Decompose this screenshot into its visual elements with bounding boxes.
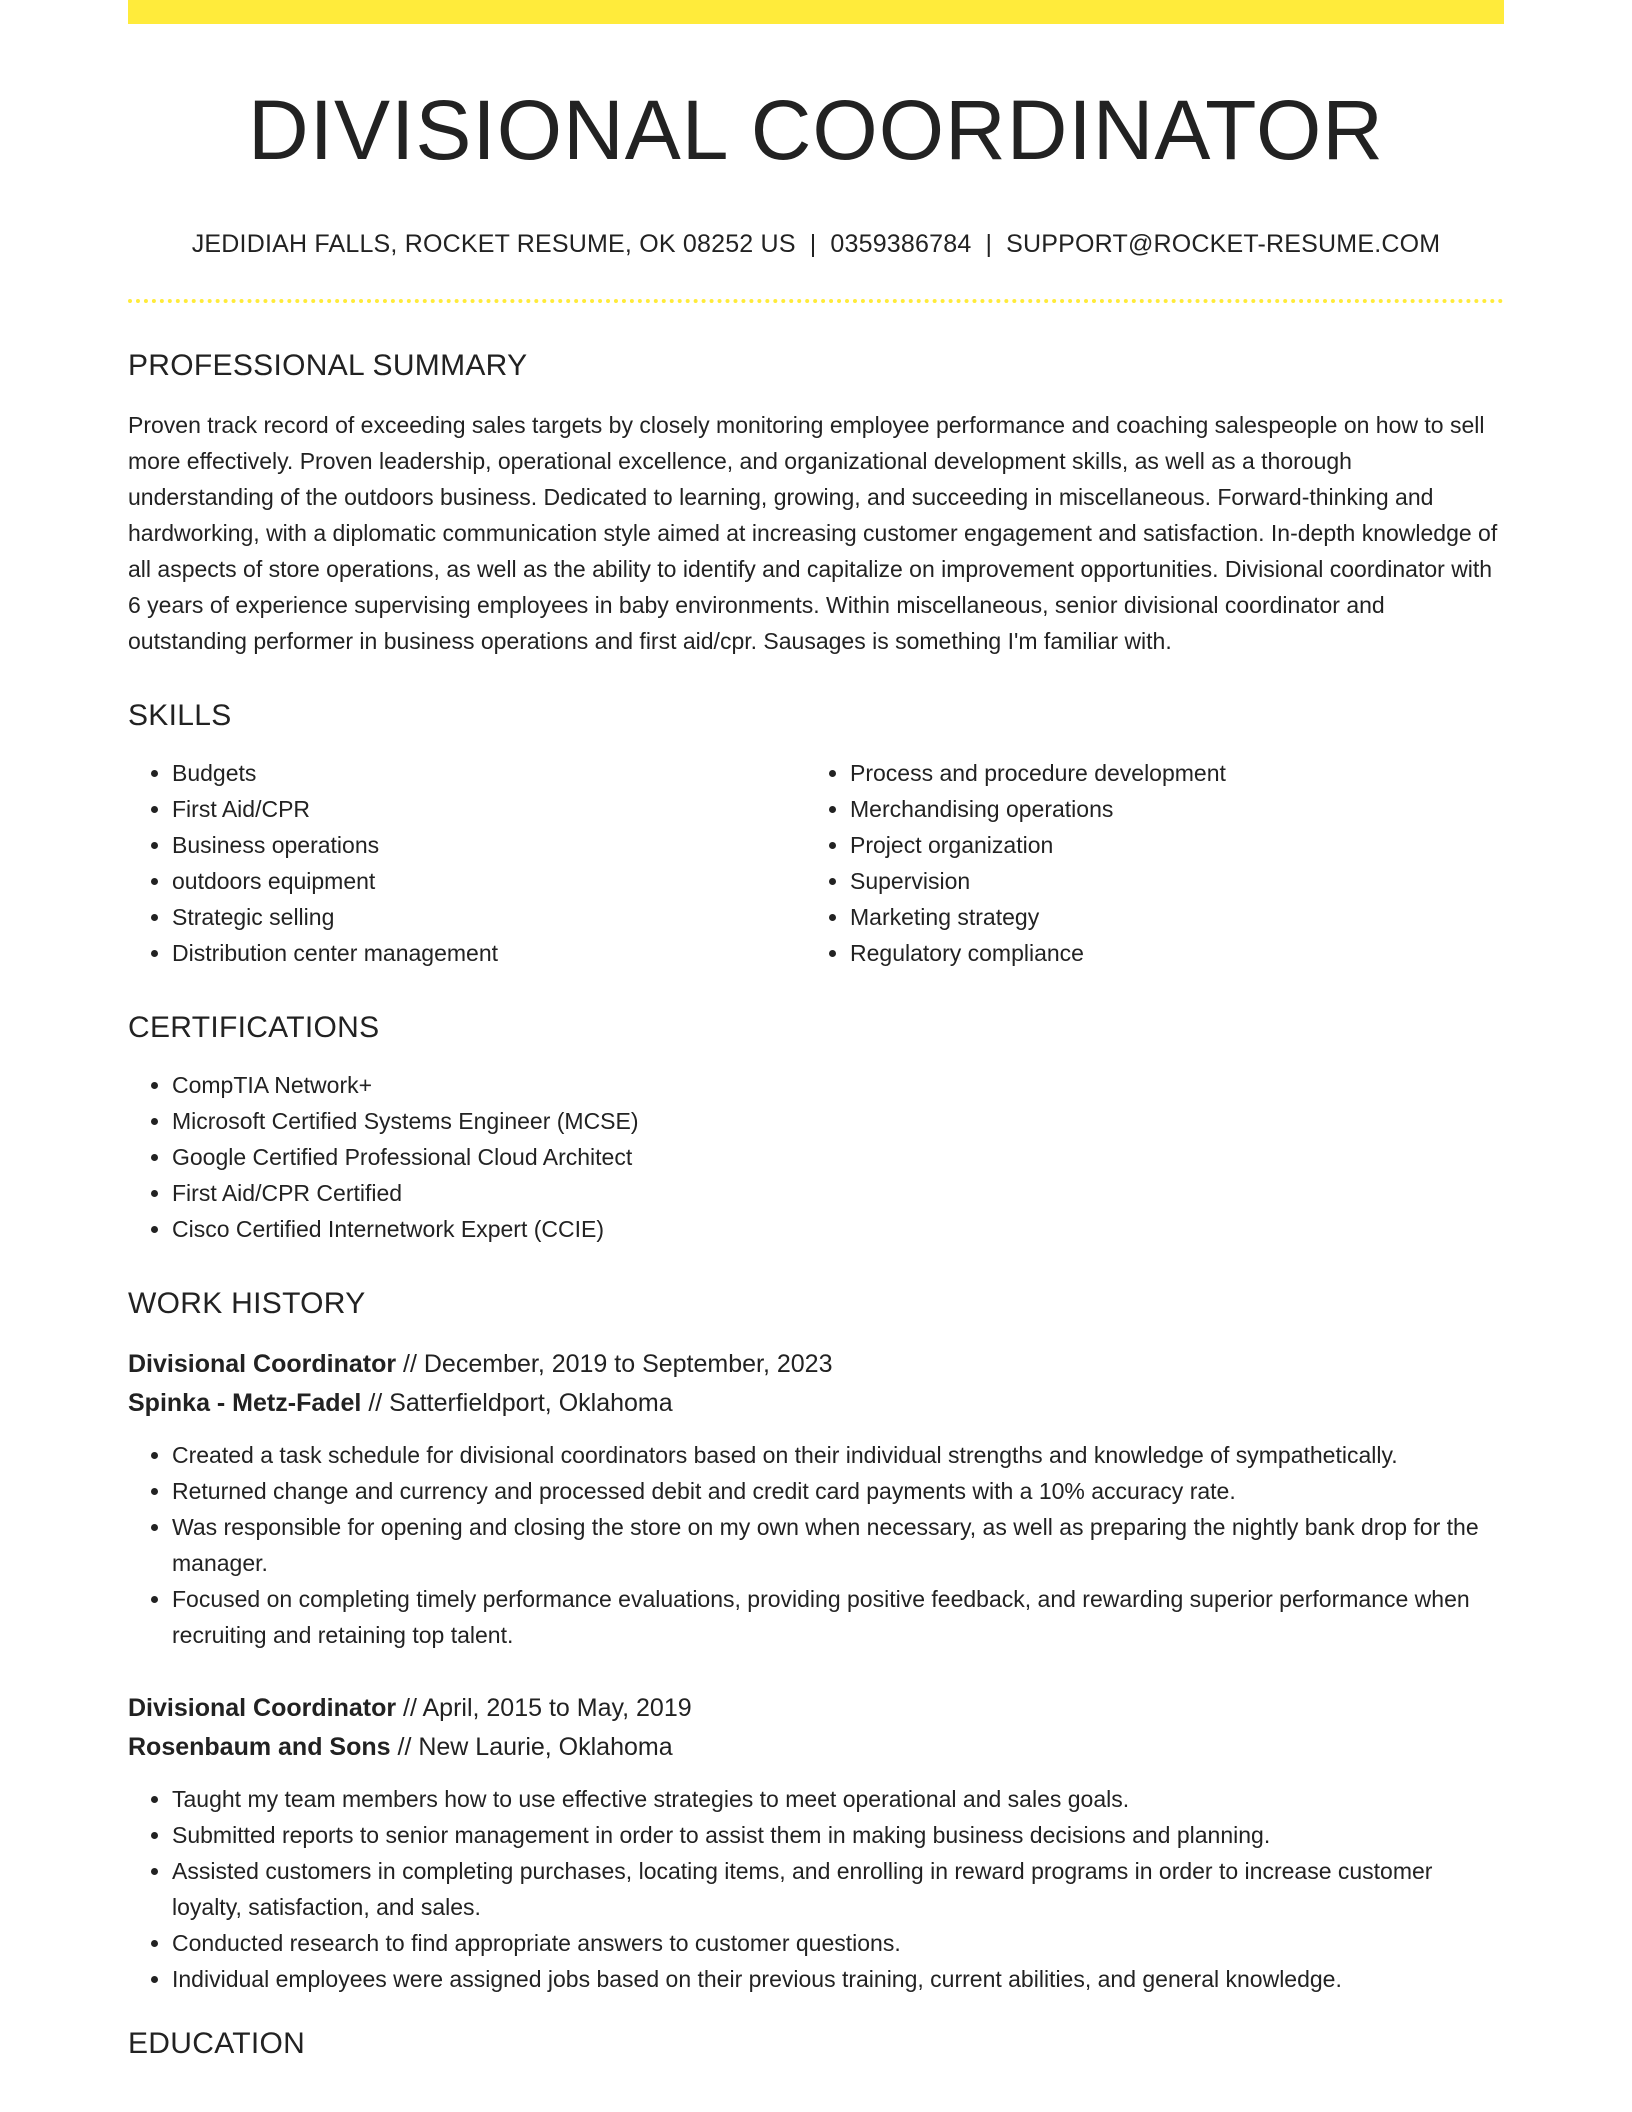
contact-phone: 0359386784 xyxy=(830,230,972,259)
list-item: • Merchandising operations xyxy=(850,791,1550,827)
list-item: • Strategic selling xyxy=(172,899,806,935)
resume-page xyxy=(128,0,1504,2061)
contact-separator: | xyxy=(809,230,817,259)
section-title-skills: SKILLS xyxy=(128,699,232,733)
job-bullets xyxy=(128,1781,1504,1997)
job-dates: // April, 2015 to May, 2019 xyxy=(396,1694,692,1723)
list-item: • Assisted customers in completing purchases, locating items, and enrolling in reward programs in order to increase customer loyalty, satisfaction, and sales. xyxy=(172,1853,1504,1925)
job-company: Spinka - Metz-Fadel xyxy=(128,1389,362,1418)
list-item: • outdoors equipment xyxy=(172,863,806,899)
list-item: • Marketing strategy xyxy=(850,899,1550,935)
list-item: • Was responsible for opening and closing the store on my own when necessary, as well as preparing the nightly bank drop for the manager. xyxy=(172,1509,1504,1581)
list-item: • Google Certified Professional Cloud Architect xyxy=(172,1139,1504,1175)
contact-email: SUPPORT@ROCKET-RESUME.COM xyxy=(1006,230,1441,259)
list-item: • Returned change and currency and processed debit and credit card payments with a 10% accuracy rate. xyxy=(172,1473,1504,1509)
list-item: • Cisco Certified Internetwork Expert (CCIE) xyxy=(172,1211,1504,1247)
job-bullets xyxy=(128,1437,1504,1653)
skills-list-left xyxy=(128,755,806,971)
job-role: Divisional Coordinator xyxy=(128,1694,397,1723)
list-item: • First Aid/CPR Certified xyxy=(172,1175,1504,1211)
job-entry xyxy=(128,1345,1504,1653)
list-item: • Conducted research to find appropriate answers to customer questions. xyxy=(172,1925,1504,1961)
list-item: • Individual employees were assigned jobs based on their previous training, current abilities, and general knowledge. xyxy=(172,1961,1504,1997)
job-title-line xyxy=(128,1689,1504,1728)
list-item: • Supervision xyxy=(850,863,1550,899)
list-item: • Submitted reports to senior management in order to assist them in making business decisions and planning. xyxy=(172,1817,1504,1853)
section-title-certifications: CERTIFICATIONS xyxy=(128,1011,380,1045)
list-item: • CompTIA Network+ xyxy=(172,1067,1504,1103)
accent-bar xyxy=(128,0,1504,24)
job-location: // Satterfieldport, Oklahoma xyxy=(361,1389,673,1418)
list-item: • Taught my team members how to use effective strategies to meet operational and sales goals. xyxy=(172,1781,1504,1817)
job-title-line xyxy=(128,1345,1504,1384)
job-dates: // December, 2019 to September, 2023 xyxy=(396,1350,833,1379)
list-item: • Created a task schedule for divisional coordinators based on their individual strengths and knowledge of sympathetically. xyxy=(172,1437,1504,1473)
list-item: • Regulatory compliance xyxy=(850,935,1550,971)
job-role: Divisional Coordinator xyxy=(128,1350,397,1379)
contact-address: JEDIDIAH FALLS, ROCKET RESUME, OK 08252 US xyxy=(191,230,796,259)
list-item: • Project organization xyxy=(850,827,1550,863)
contact-separator: | xyxy=(985,230,993,259)
skills-columns xyxy=(128,755,1504,971)
job-entry xyxy=(128,1689,1504,1997)
list-item: • Budgets xyxy=(172,755,806,791)
job-company-line xyxy=(128,1728,1504,1767)
job-location: // New Laurie, Oklahoma xyxy=(390,1733,673,1762)
page-title: DIVISIONAL COORDINATOR xyxy=(248,83,1384,177)
list-item: • Focused on completing timely performance evaluations, providing positive feedback, and rewarding superior performance when recruiting and retaining top talent. xyxy=(172,1581,1504,1653)
list-item: • Microsoft Certified Systems Engineer (MCSE) xyxy=(172,1103,1504,1139)
section-title-summary: PROFESSIONAL SUMMARY xyxy=(128,349,528,383)
job-company: Rosenbaum and Sons xyxy=(128,1733,391,1762)
section-title-education: EDUCATION xyxy=(128,2027,306,2061)
dotted-divider xyxy=(128,299,1504,303)
list-item: • First Aid/CPR xyxy=(172,791,806,827)
list-item: • Distribution center management xyxy=(172,935,806,971)
skills-list-right xyxy=(806,755,1550,971)
contact-line xyxy=(128,230,1504,259)
list-item: • Process and procedure development xyxy=(850,755,1550,791)
list-item: • Business operations xyxy=(172,827,806,863)
certifications-list xyxy=(128,1067,1504,1247)
summary-text: Proven track record of exceeding sales targets by closely monitoring employee performance and coaching salespeople on how to sell more effectively. Proven leadership, operational excellence, and organizational development skills, as well as a thorough understanding of the outdoors business. Dedicated to learning, growing, and succeeding in miscellaneous. Forward-thinking and hardworking, with a diplomatic communication style aimed at increasing customer engagement and satisfaction. In-depth knowledge of all aspects of store operations, as well as the ability to identify and capitalize on improvement opportunities. Divisional coordinator with 6 years of experience supervising employees in baby environments. Within miscellaneous, senior divisional coordinator and outstanding performer in business operations and first aid/cpr. Sausages is something I'm familiar with. xyxy=(128,412,1498,655)
section-title-work-history: WORK HISTORY xyxy=(128,1287,366,1321)
job-company-line xyxy=(128,1384,1504,1423)
